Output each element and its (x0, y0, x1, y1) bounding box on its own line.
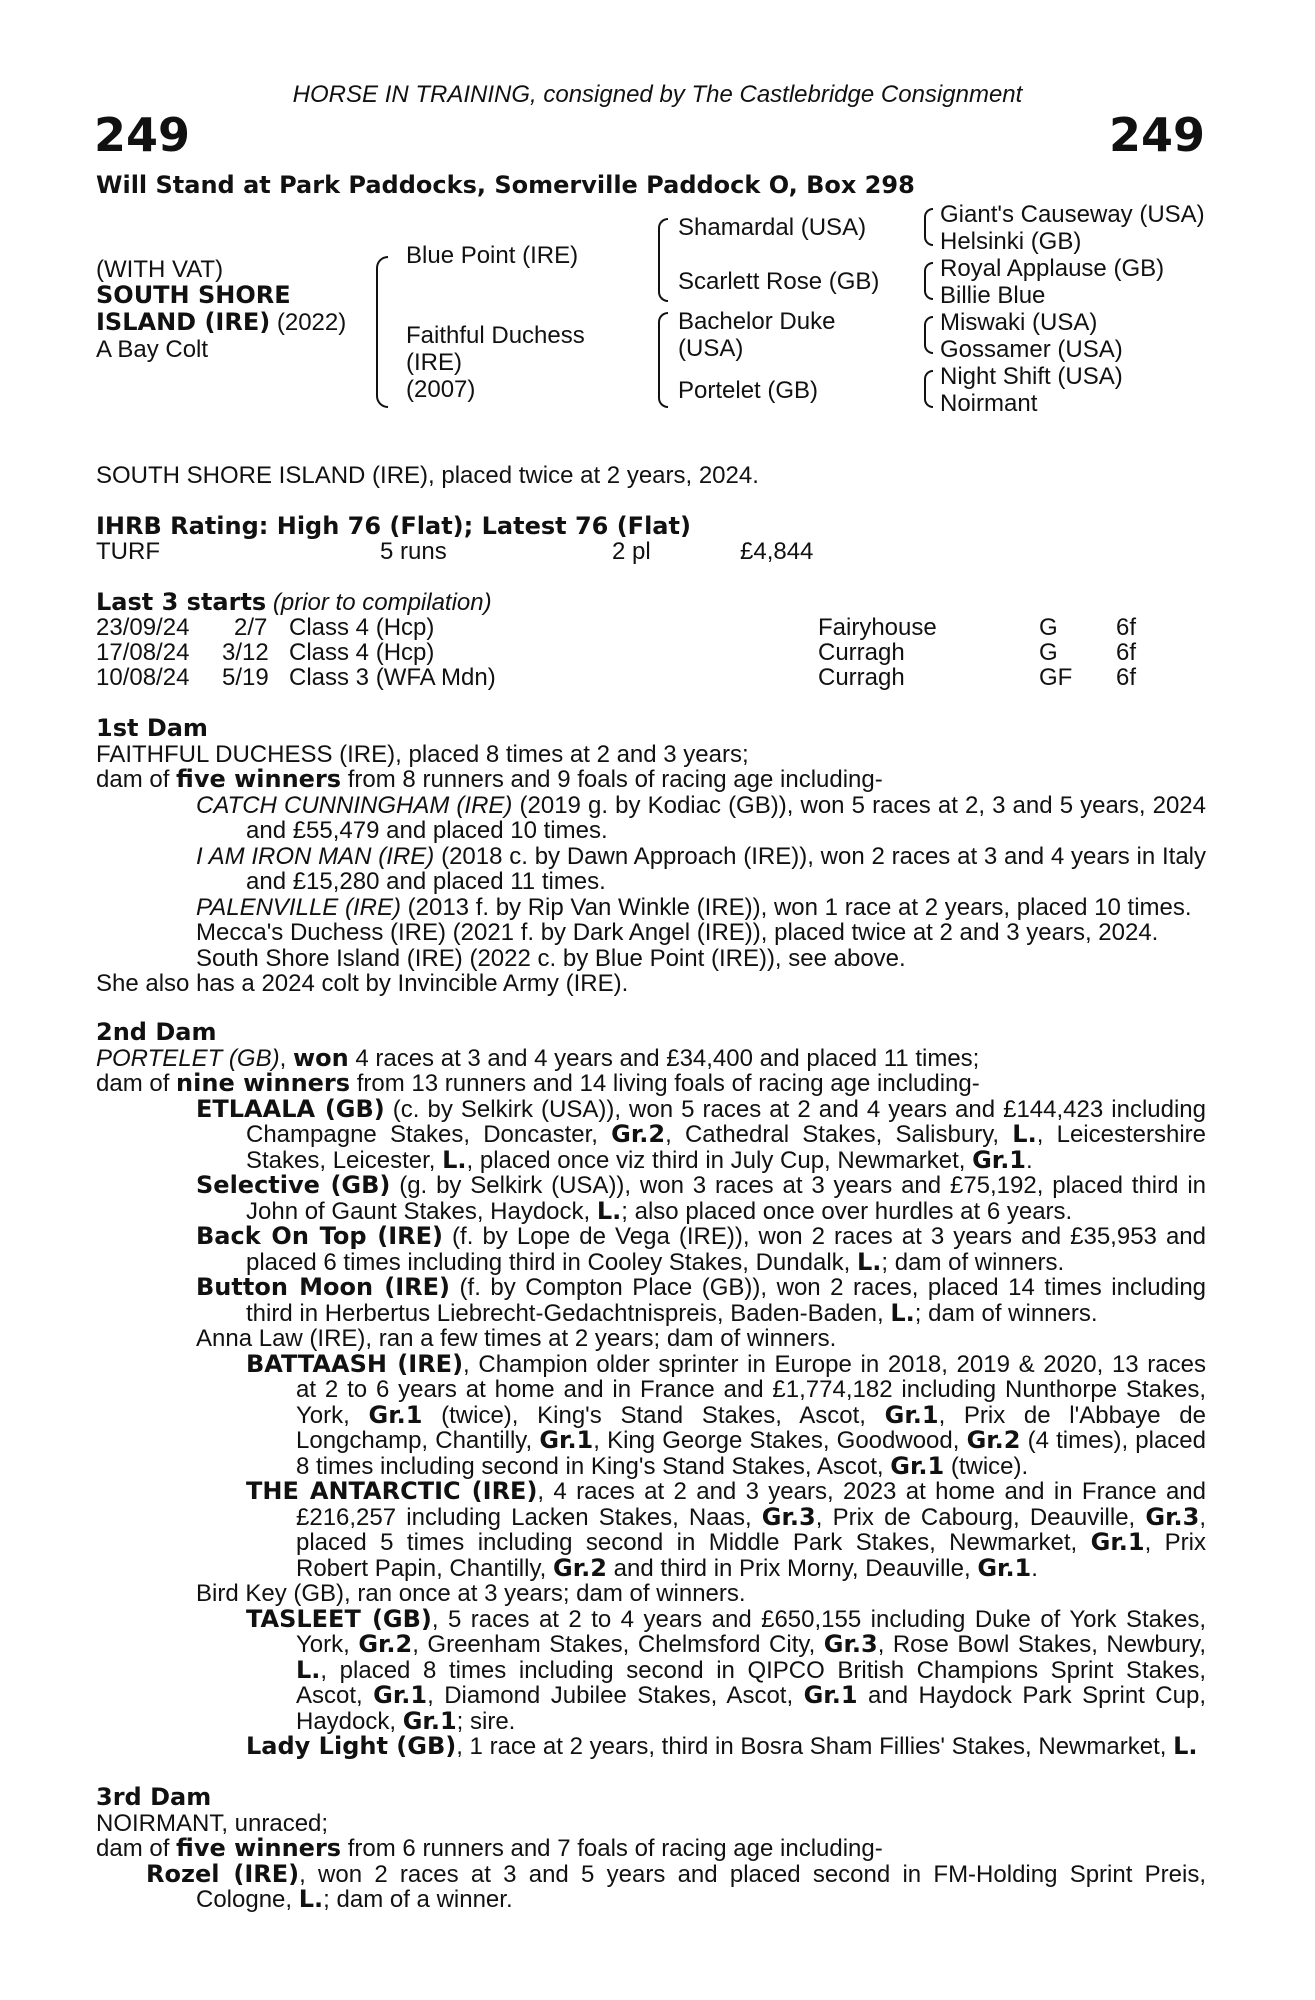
text: and third in Prix Morny, Deauville, (606, 1554, 978, 1582)
pedigree-brace-5 (924, 262, 933, 300)
list-item (96, 1734, 1206, 1760)
consignment-line: HORSE IN TRAINING, consigned by The Castlebridge Consignment (292, 81, 1023, 108)
horse-name: ETLAALA (GB) (196, 1094, 385, 1123)
grade: Gr.1 (803, 1681, 858, 1709)
text: , Leicestershire Stakes, Leicester, (246, 1121, 1206, 1174)
rating-earnings: £4,844 (740, 538, 814, 565)
start-class: Class 4 (Hcp) (289, 639, 435, 666)
grade: Gr.2 (553, 1553, 607, 1582)
start-going: G (1039, 614, 1058, 641)
text: , Prix de Cabourg, Deauville, (815, 1503, 1146, 1531)
start-going: G (1039, 639, 1058, 666)
text: from 6 runners and 7 foals of racing age including- (341, 1835, 883, 1862)
horse-name: PORTELET (GB) (96, 1044, 280, 1072)
text: (f. by Compton Place (GB)), won 2 races, placed 14 times including third in Herbertus Liebrecht-Gedachtnispreis, Baden-Baden, (246, 1274, 1207, 1327)
start-position: 2/7 (234, 614, 268, 641)
pedigree-brace-1 (376, 256, 388, 408)
pedigree-brace-2 (658, 218, 668, 302)
grade: L. (1173, 1732, 1198, 1760)
horse-name: Lady Light (GB) (246, 1732, 457, 1760)
start-distance: 6f (1116, 664, 1137, 691)
last-starts-note: (prior to compilation) (266, 589, 492, 616)
grade: L. (442, 1145, 467, 1174)
list-item (96, 1859, 1206, 1913)
first-dam-title: 1st Dam (96, 714, 208, 742)
sire-sire-sire: Giant's Causeway (USA) (940, 201, 1205, 228)
start-date: 17/08/24 (96, 639, 190, 666)
last-starts-title: Last 3 starts (96, 588, 267, 616)
grade: Gr.1 (368, 1400, 423, 1429)
grade: L. (1012, 1120, 1037, 1148)
sire-sire: Shamardal (USA) (678, 214, 867, 241)
text: ; also placed once over hurdles at 6 years. (621, 1197, 1073, 1225)
text: and Haydock Park Sprint Cup, Haydock, (296, 1682, 1207, 1735)
grade: Gr.3 (1145, 1502, 1200, 1531)
text: (twice). (944, 1452, 1029, 1480)
list-item (96, 1094, 1206, 1174)
sire-dam-dam: Billie Blue (940, 282, 1046, 309)
grade: Gr.1 (890, 1451, 945, 1480)
second-dam-section (96, 1020, 1206, 1760)
text: , won 2 races at 3 and 5 years and placed second in FM-Holding Sprint Preis, Cologne, (196, 1860, 1206, 1913)
horse-name: PALENVILLE (IRE) (196, 893, 401, 921)
start-going: GF (1039, 664, 1073, 691)
start-position: 5/19 (222, 664, 269, 691)
text: from 13 runners and 14 living foals of racing age including- (350, 1070, 980, 1097)
winners-count: nine winners (176, 1069, 351, 1097)
dam-dam: Portelet (GB) (678, 377, 819, 404)
start-course: Fairyhouse (818, 614, 937, 641)
dam-dam-dam: Noirmant (940, 390, 1038, 417)
dam-sire-line2: (USA) (678, 335, 744, 362)
text: (g. by Selkirk (USA)), won 3 races at 3 years and £75,192, placed third in John of Gaunt Stakes, Haydock, (246, 1172, 1206, 1225)
list-item: Anna Law (IRE), ran a few times at 2 years; dam of winners. (196, 1325, 837, 1352)
list-item (96, 1275, 1206, 1326)
lot-number-right: 249 (1108, 108, 1205, 162)
rating-surface: TURF (96, 538, 160, 565)
list-item (96, 844, 1206, 895)
first-dam-intro: FAITHFUL DUCHESS (IRE), placed 8 times at 2 and 3 years; (96, 740, 749, 768)
grade: L. (857, 1247, 882, 1276)
dam-line1: Faithful Duchess (406, 322, 585, 349)
third-dam-title: 3rd Dam (96, 1783, 212, 1811)
grade: L. (596, 1196, 622, 1225)
text: , Prix de l'Abbaye de Longchamp, Chantilly, (296, 1401, 1206, 1454)
second-dam-produce (96, 1071, 1206, 1097)
pedigree-brace-6 (924, 316, 933, 354)
text: , placed 5 times including second in Middle Park Stakes, Newmarket, (296, 1503, 1206, 1556)
rating-title: IHRB Rating: High 76 (Flat); Latest 76 (Flat) (96, 512, 691, 540)
grade: Gr.2 (358, 1630, 413, 1658)
last-starts-heading (96, 590, 492, 616)
grade: Gr.3 (761, 1502, 816, 1531)
grade: Gr.2 (611, 1120, 666, 1148)
horse-year: (2022) (270, 309, 347, 336)
grade: Gr.2 (966, 1426, 1021, 1454)
list-item: Mecca's Duchess (IRE) (2021 f. by Dark Angel (IRE)), placed twice at 2 and 3 years, 2024. (196, 919, 1159, 946)
grade: L. (296, 1655, 321, 1684)
winners-count: five winners (176, 1834, 342, 1862)
rating-placed: 2 pl (612, 538, 651, 565)
text: , (279, 1044, 293, 1072)
horse-name-line2 (96, 310, 346, 336)
text: , placed 8 times including second in QIPCO British Champions Sprint Stakes, Ascot, (296, 1656, 1206, 1709)
sire-sire-dam: Helsinki (GB) (940, 228, 1082, 255)
text: , Cathedral Stakes, Salisbury, (665, 1121, 1013, 1148)
sire: Blue Point (IRE) (406, 242, 579, 269)
list-item (96, 1349, 1207, 1480)
third-dam-produce (96, 1836, 1206, 1862)
text: , Diamond Jubilee Stakes, Ascot, (427, 1682, 804, 1709)
second-dam-intro (96, 1043, 1206, 1072)
horse-name: Back On Top (IRE) (196, 1222, 443, 1250)
start-distance: 6f (1116, 614, 1137, 641)
text: , 1 race at 2 years, third in Bosra Sham Fillies' Stakes, Newmarket, (456, 1733, 1174, 1760)
text: (c. by Selkirk (USA)), won 5 races at 2 and 4 years and £144,423 including Champagne Stakes, Doncaster, (246, 1095, 1206, 1148)
dam-dam-sire: Night Shift (USA) (940, 363, 1123, 390)
horse-name: Rozel (IRE) (146, 1859, 300, 1888)
text: ; dam of winners. (914, 1299, 1098, 1327)
text: , 4 races at 2 and 3 years, 2023 at home and in France and £216,257 including Lacken Stakes, Naas, (296, 1478, 1206, 1531)
text: , Prix Robert Papin, Chantilly, (296, 1529, 1206, 1582)
third-dam-intro: NOIRMANT, unraced; (96, 1809, 329, 1837)
grade: L. (298, 1885, 324, 1913)
horse-description: A Bay Colt (96, 336, 209, 363)
text: (twice), King's Stand Stakes, Ascot, (422, 1401, 885, 1429)
horse-name: CATCH CUNNINGHAM (IRE) (196, 791, 513, 819)
start-course: Curragh (818, 639, 905, 666)
horse-name: Button Moon (IRE) (196, 1273, 451, 1301)
start-course: Curragh (818, 664, 905, 691)
text: dam of (96, 766, 177, 793)
grade: L. (890, 1298, 915, 1327)
start-class: Class 4 (Hcp) (289, 614, 435, 641)
list-item: South Shore Island (IRE) (2022 c. by Blue Point (IRE)), see above. (196, 944, 906, 972)
list-item (96, 895, 1206, 921)
dam-sire-sire: Miswaki (USA) (940, 309, 1098, 336)
start-distance: 6f (1116, 639, 1137, 666)
grade: Gr.1 (972, 1145, 1027, 1174)
text: (2019 g. by Kodiac (GB)), won 5 races at 2, 3 and 5 years, 2024 and £55,479 and placed 10 times. (246, 791, 1207, 844)
dam-line3: (2007) (406, 376, 476, 403)
first-dam-produce (96, 767, 1206, 793)
first-dam-section (96, 716, 1206, 997)
text: , Champion older sprinter in Europe in 2018, 2019 & 2020, 13 races at 2 to 6 years at home and in France and £1,774,182 including Nunthorpe Stakes, York, (296, 1350, 1206, 1429)
horse-name: Selective (GB) (196, 1171, 391, 1199)
text: from 8 runners and 9 foals of racing age including- (341, 766, 883, 793)
text: , King George Stakes, Goodwood, (593, 1427, 967, 1454)
horse-name: BATTAASH (IRE) (246, 1349, 464, 1378)
start-date: 23/09/24 (96, 614, 190, 641)
list-item (96, 793, 1206, 844)
first-dam-footnote: She also has a 2024 colt by Invincible Army (IRE). (96, 970, 629, 997)
text: (f. by Lope de Vega (IRE)), won 2 races at 3 years and £35,953 and placed 6 times including third in Cooley Stakes, Dundalk, (246, 1223, 1206, 1276)
text: (2013 f. by Rip Van Winkle (IRE)), won 1 race at 2 years, placed 10 times. (400, 893, 1192, 921)
text: 4 races at 3 and 4 years and £34,400 and placed 11 times; (348, 1044, 980, 1072)
text: , 5 races at 2 to 4 years and £650,155 including Duke of York Stakes, York, (296, 1605, 1206, 1658)
text: ; sire. (456, 1707, 516, 1735)
list-item: Bird Key (GB), ran once at 3 years; dam of winners. (196, 1580, 746, 1607)
text: . (1026, 1146, 1033, 1174)
text: , placed once viz third in July Cup, Newmarket, (466, 1146, 973, 1174)
horse-name: I AM IRON MAN (IRE) (196, 842, 435, 870)
start-date: 10/08/24 (96, 664, 190, 691)
pedigree-brace-4 (924, 208, 933, 246)
grade: Gr.1 (539, 1426, 594, 1454)
won-label: won (292, 1043, 349, 1072)
text: , Rose Bowl Stakes, Newbury, (877, 1631, 1206, 1658)
text: , Greenham Stakes, Chelmsford City, (412, 1631, 824, 1658)
grade: Gr.1 (884, 1400, 939, 1429)
horse-name-line1: SOUTH SHORE (96, 281, 291, 309)
third-dam-section (96, 1785, 1206, 1913)
text: (2018 c. by Dawn Approach (IRE)), won 2 races at 3 and 4 years in Italy and £15,280 and placed 11 times. (246, 842, 1206, 895)
horse-name: THE ANTARCTIC (IRE) (246, 1477, 538, 1505)
list-item (96, 1224, 1206, 1275)
start-class: Class 3 (WFA Mdn) (289, 664, 496, 691)
list-item (96, 1479, 1206, 1581)
sire-dam: Scarlett Rose (GB) (678, 268, 880, 295)
second-dam-title: 2nd Dam (96, 1018, 217, 1046)
text: dam of (96, 1835, 177, 1862)
dam-line2: (IRE) (406, 349, 462, 376)
grade: Gr.3 (823, 1630, 878, 1658)
text: . (1031, 1554, 1038, 1582)
list-item (96, 1173, 1206, 1224)
start-position: 3/12 (222, 639, 269, 666)
lot-number-left: 249 (94, 108, 191, 162)
horse-summary: SOUTH SHORE ISLAND (IRE), placed twice at 2 years, 2024. (96, 462, 759, 489)
grade: Gr.1 (1090, 1528, 1145, 1556)
list-item (96, 1604, 1207, 1735)
grade: Gr.1 (977, 1553, 1032, 1582)
pedigree-brace-3 (658, 312, 668, 408)
text: (4 times), placed 8 times including second in King's Stand Stakes, Ascot, (296, 1427, 1207, 1480)
winners-count: five winners (176, 765, 342, 793)
grade: Gr.1 (373, 1681, 428, 1709)
text: ; dam of winners. (881, 1248, 1065, 1276)
stand-location: Will Stand at Park Paddocks, Somerville Paddock O, Box 298 (96, 171, 915, 199)
dam-sire-line1: Bachelor Duke (678, 308, 836, 335)
pedigree-brace-7 (924, 370, 933, 408)
text: dam of (96, 1070, 177, 1097)
horse-name: ISLAND (IRE) (96, 308, 271, 336)
sire-dam-sire: Royal Applause (GB) (940, 255, 1165, 282)
rating-runs: 5 runs (380, 538, 447, 565)
dam-sire-dam: Gossamer (USA) (940, 336, 1123, 363)
grade: Gr.1 (402, 1706, 457, 1735)
text: ; dam of a winner. (323, 1886, 513, 1913)
horse-name: TASLEET (GB) (246, 1604, 432, 1633)
vat-note: (WITH VAT) (96, 256, 224, 283)
